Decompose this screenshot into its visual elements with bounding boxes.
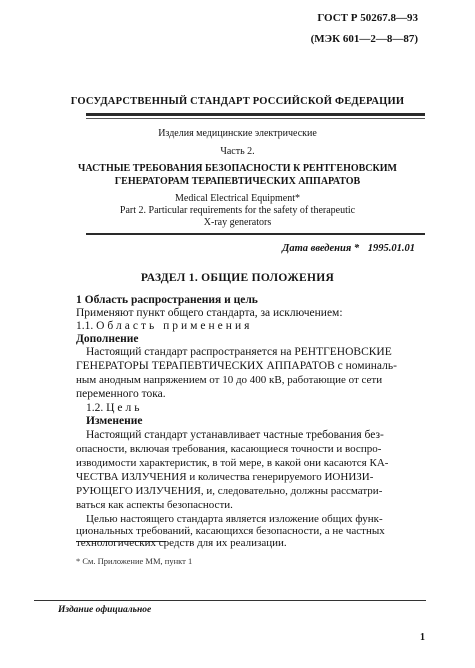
- addition-line4: переменного тока.: [76, 388, 166, 400]
- intro-date-label: Дата введения *: [282, 243, 360, 254]
- clause1-1-heading: [76, 320, 428, 334]
- change-line1: Настоящий стандарт устанавливает частные требования без-: [86, 429, 384, 441]
- title-en-line1: Medical Electrical Equipment*: [175, 193, 300, 204]
- clause1-heading: 1 Область распространения и цель: [76, 294, 258, 306]
- title-rule-thick: [86, 113, 425, 116]
- title-ru-line2: ГЕНЕРАТОРАМ ТЕРАПЕВТИЧЕСКИХ АППАРАТОВ: [114, 176, 361, 187]
- clause1-2-heading: [86, 402, 438, 416]
- clause1-2-title: Цель: [106, 402, 143, 414]
- clause1-2-number: 1.2.: [86, 402, 104, 414]
- addition-line3: ным анодным напряжением от 10 до 400 кВ, работающие от сети: [76, 374, 383, 386]
- clause1-text: Применяют пункт общего стандарта, за исключением:: [76, 307, 343, 319]
- clause1-1-number: 1.1.: [76, 320, 94, 332]
- bottom-rule: [34, 600, 426, 601]
- page-number: 1: [420, 632, 425, 643]
- title-en-line3: X-ray generators: [203, 217, 272, 228]
- footnote: * См. Приложение ММ, пункт 1: [76, 556, 193, 566]
- gost-number: ГОСТ Р 50267.8—93: [317, 12, 418, 24]
- title-block-rule: [86, 233, 425, 235]
- addition-line1: Настоящий стандарт распространяется на РЕНТГЕНОВСКИЕ: [86, 346, 392, 358]
- title-en-line2: Part 2. Particular requirements for the safety of therapeutic: [119, 205, 356, 216]
- title-ru-line1: ЧАСТНЫЕ ТРЕБОВАНИЯ БЕЗОПАСНОСТИ К РЕНТГЕНОВСКИМ: [78, 163, 397, 174]
- change-line6: ваться как аспекты безопасности.: [76, 499, 233, 511]
- section-heading: РАЗДЕЛ 1. ОБЩИЕ ПОЛОЖЕНИЯ: [140, 272, 335, 284]
- purpose-line1: Целью настоящего стандарта является изложение общих функ-: [86, 513, 383, 525]
- clause1-1-title: Область применения: [96, 320, 253, 332]
- purpose-line3: технологических средств для их реализации.: [76, 537, 287, 549]
- edition-label: Издание официальное: [58, 605, 152, 615]
- purpose-line2: циональных требований, касающихся безопасности, а не частных: [76, 525, 385, 537]
- intro-date: [282, 243, 415, 254]
- addition-label: Дополнение: [76, 333, 139, 345]
- title-rule-thin: [86, 118, 425, 119]
- gost-header: [311, 11, 418, 47]
- change-line2: опасности, включая требования, касающиеся точности и воспро-: [76, 443, 382, 455]
- change-line3: изводимости характеристик, в той мере, в какой они касаются КА-: [76, 457, 389, 469]
- intro-date-value: 1995.01.01: [367, 243, 415, 254]
- change-label: Изменение: [86, 415, 143, 427]
- product-line: Изделия медицинские электрические: [158, 128, 317, 139]
- standard-title: ГОСУДАРСТВЕННЫЙ СТАНДАРТ РОССИЙСКОЙ ФЕДЕРАЦИИ: [70, 96, 405, 107]
- part-line: Часть 2.: [220, 146, 255, 157]
- iec-number: (МЭК 601—2—8—87): [310, 33, 418, 45]
- change-line4: ЧЕСТВА ИЗЛУЧЕНИЯ и количества генерируемого ИОНИЗИ-: [76, 471, 374, 483]
- addition-line2: ГЕНЕРАТОРЫ ТЕРАПЕВТИЧЕСКИХ АППАРАТОВ с номиналь-: [76, 360, 397, 372]
- change-line5: РУЮЩЕГО ИЗЛУЧЕНИЯ, и, следовательно, должны рассматри-: [76, 485, 383, 497]
